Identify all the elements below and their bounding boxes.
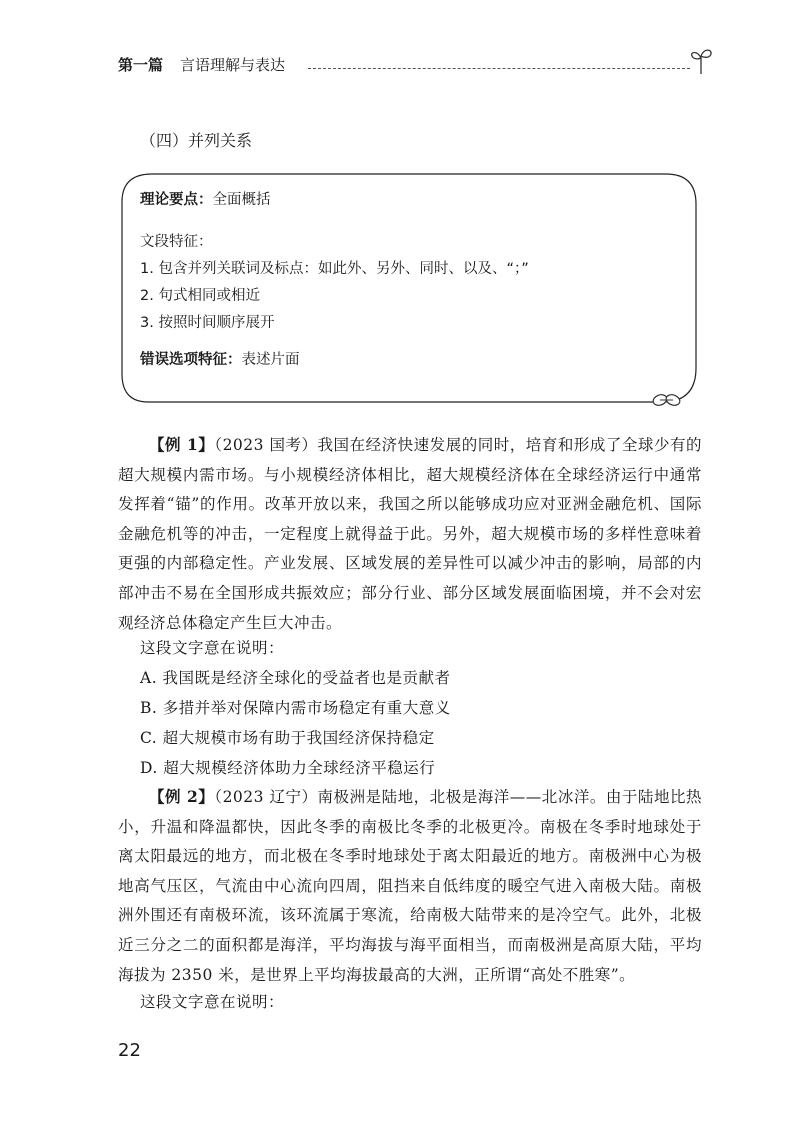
wrong-option-label: 错误选项特征： <box>140 352 242 368</box>
example-1-source: （2023 国考） <box>214 436 318 454</box>
chapter-title: 言语理解与表达 <box>180 56 286 74</box>
example-1-option-a: A. 我国既是经济全球化的受益者也是贡献者 <box>140 669 451 687</box>
example-1-option-d: D. 超大规模经济体助力全球经济平稳运行 <box>140 759 436 777</box>
example-2-question: 这段文字意在说明： <box>140 993 285 1011</box>
key-point-label: 理论要点： <box>140 192 213 208</box>
leaf-icon <box>650 390 684 410</box>
feature-item: 3. 按照时间顺序展开 <box>140 315 275 331</box>
wrong-option-line <box>140 348 300 369</box>
example-1-option-b: B. 多措并举对保障内需市场稳定有重大意义 <box>140 699 451 717</box>
wrong-option-value: 表述片面 <box>241 352 300 368</box>
feature-item: 1. 包含并列关联词及标点：如此外、另外、同时、以及、“；” <box>140 261 529 277</box>
key-point-value: 全面概括 <box>212 192 271 208</box>
example-1-question: 这段文字意在说明： <box>140 639 285 657</box>
feature-item: 2. 句式相同或相近 <box>140 288 260 304</box>
example-1-tag: 【例 1】 <box>149 435 215 454</box>
section-heading: （四）并列关系 <box>140 131 253 150</box>
theory-box <box>118 168 700 408</box>
example-2-source: （2023 辽宁） <box>214 788 318 806</box>
features-label: 文段特征： <box>140 234 213 250</box>
example-2-paragraph <box>118 782 702 990</box>
page-header <box>118 48 718 78</box>
example-2-text: 南极洲是陆地，北极是海洋——北冰洋。由于陆地比热小，升温和降温都快，因此冬季的南极比冬季的北极更冷。南极在冬季时地球处于离太阳最远的地方，而北极在冬季时地球处于离太阳最近的地方。南极洲中心为极地高气压区，气流由中心流向四周，阻挡来自低纬度的暖空气进入南极大陆。南极洲外围还有南极环流，该环流属于寒流，给南极大陆带来的是冷空气。此外，北极近三分之二的面积都是海洋，平均海拔与海平面相当，而南极洲是高原大陆，平均海拔为 2350 米，是世界上平均海拔最高的大洲，正所谓“高处不胜寒”。 <box>118 788 702 984</box>
page-number: 22 <box>118 1040 141 1061</box>
example-1-paragraph <box>118 430 702 638</box>
example-1-option-c: C. 超大规模市场有助于我国经济保持稳定 <box>140 729 435 747</box>
sprout-icon <box>686 46 716 76</box>
header-rule <box>308 68 690 69</box>
key-point-line <box>140 188 271 209</box>
example-1-text: 我国在经济快速发展的同时，培育和形成了全球少有的超大规模内需市场。与小规模经济体相比，超大规模经济体在全球经济运行中通常发挥着“锚”的作用。改革开放以来，我国之所以能够成功应对亚洲金融危机、国际金融危机等的冲击，一定程度上就得益于此。另外，超大规模市场的多样性意味着更强的内部稳定性。产业发展、区域发展的差异性可以减少冲击的影响，局部的内部冲击不易在全国形成共振效应；部分行业、部分区域发展面临困境，并不会对宏观经济总体稳定产生巨大冲击。 <box>118 436 703 632</box>
example-2-tag: 【例 2】 <box>149 787 215 806</box>
chapter-label: 第一篇 <box>118 56 164 74</box>
